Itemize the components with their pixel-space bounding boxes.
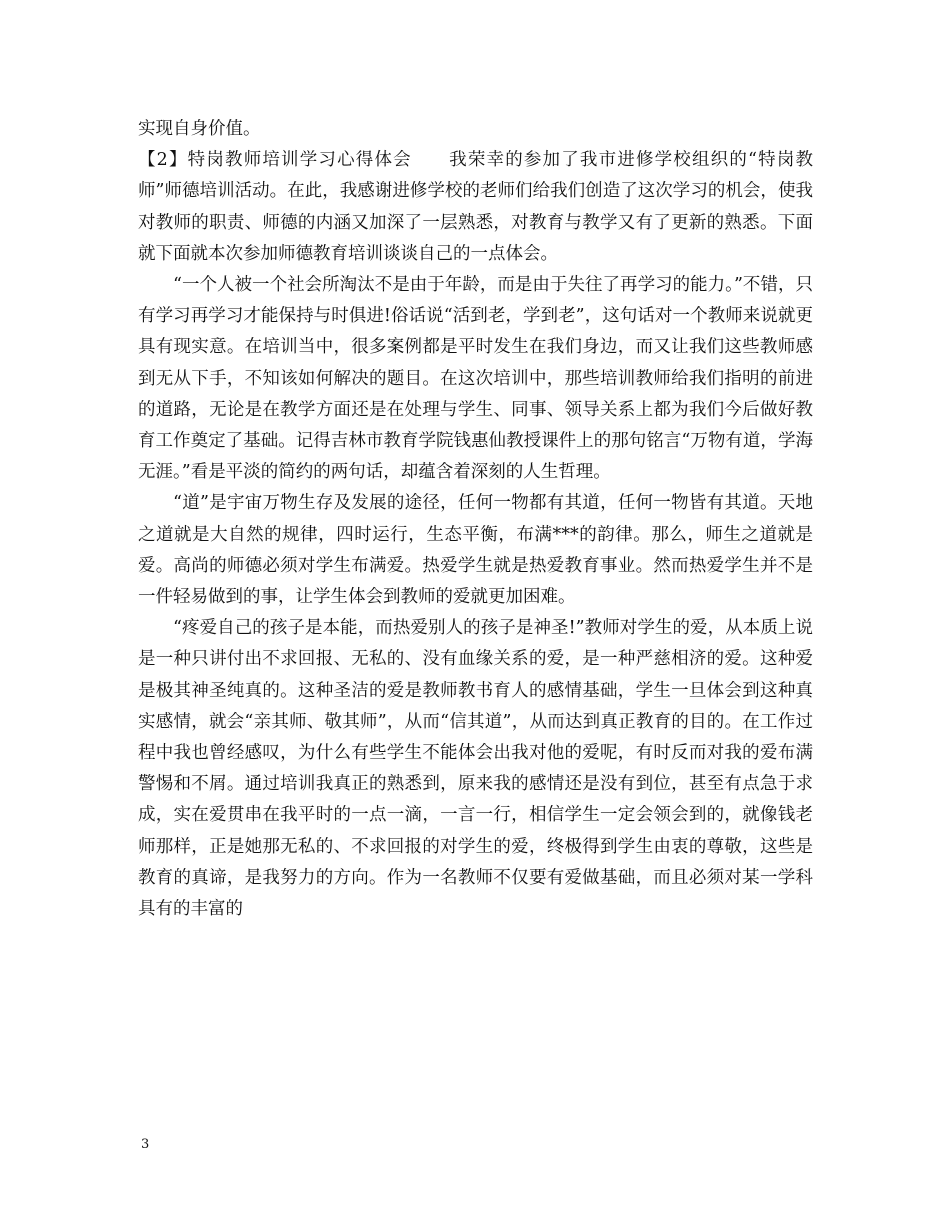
paragraph-2: 【2】特岗教师培训学习心得体会 我荣幸的参加了我市进修学校组织的“特岗教师”师德培训活动。在此，我感谢进修学校的老师们给我们创造了这次学习的机会，使我对教师的职责、师德的内涵又加深了一层熟悉，对教育与教学又有了更新的熟悉。下面就下面就本次参加师德教育培训谈谈自己的一点体会。 <box>138 150 813 264</box>
paragraph-5: “疼爱自己的孩子是本能，而热爱别人的孩子是神圣!”教师对学生的爱，从本质上说是一种只讲付出不求回报、无私的、没有血缘关系的爱，是一种严慈相济的爱。这种爱是极其神圣纯真的。这种圣洁的爱是教师教书育人的感情基础，学生一旦体会到这种真实感情，就会“亲其师、敬其师”，从而“信其道”，从而达到真正教育的目的。在工作过程中我也曾经感叹，为什么有些学生不能体会出我对他的爱呢，有时反而对我的爱布满警惕和不屑。通过培训我真正的熟悉到，原来我的感情还是没有到位，甚至有点急于求成，实在爱贯串在我平时的一点一滴，一言一行，相信学生一定会领会到的，就像钱老师那样，正是她那无私的、不求回报的对学生的爱，终极得到学生由衷的尊敬，这些是教育的真谛，是我努力的方向。作为一名教师不仅要有爱做基础，而且必须对某一学科具有的丰富的 <box>138 618 813 920</box>
document-body <box>138 114 813 925</box>
page-number: 3 <box>141 1137 150 1152</box>
paragraph-4: “道”是宇宙万物生存及发展的途径，任何一物都有其道，任何一物皆有其道。天地之道就是大自然的规律，四时运行，生态平衡，布满***的韵律。那么，师生之道就是爱。高尚的师德必须对学生布满爱。热爱学生就是热爱教育事业。然而热爱学生并不是一件轻易做到的事，让学生体会到教师的爱就更加困难。 <box>138 493 813 608</box>
paragraph-1: 实现自身价值。 <box>138 119 261 139</box>
paragraph-3: “一个人被一个社会所淘汰不是由于年龄，而是由于失往了再学习的能力。”不错，只有学习再学习才能保持与时俱进!俗话说“活到老，学到老”，这句话对一个教师来说就更具有现实意。在培训当中，很多案例都是平时发生在我们身边，而又让我们这些教师感到无从下手，不知该如何解决的题目。在这次培训中，那些培训教师给我们指明的前进的道路，无论是在教学方面还是在处理与学生、同事、领导关系上都为我们今后做好教育工作奠定了基础。记得吉林市教育学院钱惠仙教授课件上的那句铭言“万物有道，学海无涯。”看是平淡的简约的两句话，却蕴含着深刻的人生哲理。 <box>138 275 813 483</box>
